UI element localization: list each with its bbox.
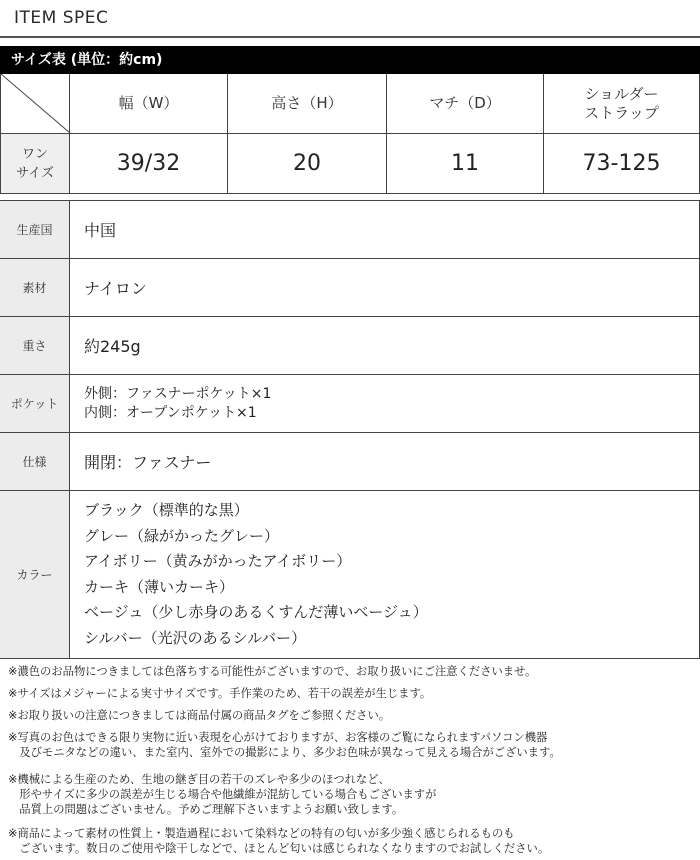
color-line: ブラック（標準的な黒） xyxy=(84,501,249,519)
note-item: ※サイズはメジャーによる実寸サイズです。手作業のため、若干の誤差が生じます。 xyxy=(8,687,432,700)
spec-label: 重さ xyxy=(0,317,70,374)
size-value-depth: 11 xyxy=(387,134,544,194)
item-spec-header xyxy=(0,0,700,37)
color-line: ベージュ（少し赤身のあるくすんだ薄いベージュ） xyxy=(84,603,428,621)
spec-value xyxy=(84,375,696,432)
spec-row-weight xyxy=(0,317,700,375)
spec-label: 素材 xyxy=(0,259,70,316)
spec-value: 約245g xyxy=(84,337,141,356)
spec-label: 仕様 xyxy=(0,433,70,490)
size-grid xyxy=(0,74,700,194)
spec-table xyxy=(0,200,700,659)
spec-row-material xyxy=(0,259,700,317)
spec-label: ポケット xyxy=(0,375,70,432)
spec-row-spec xyxy=(0,433,700,491)
spec-row-pocket xyxy=(0,375,700,433)
size-col-height: 高さ（H） xyxy=(228,74,387,134)
color-line: カーキ（薄いカーキ） xyxy=(84,577,235,596)
pocket-line: 外側：ファスナーポケット×1 xyxy=(84,385,272,402)
pocket-line: 内側：オープンポケット×1 xyxy=(84,404,257,421)
size-table xyxy=(0,46,700,181)
note-item: ※写真のお色はできる限り実物に近い表現を心がけておりますが、お客様のご覧になられますパソコン機器 及びモニタなどの違い、また室内、室外での撮影により、多少お色味が異なって見える場合がございます。 xyxy=(8,731,561,759)
spec-value: ナイロン xyxy=(84,279,147,298)
note-item: ※商品によって素材の性質上・製造過程において染料などの特有の匂いが多少強く感じられるものも ございます。数日のご使用や陰干しなどで、ほとんど匂いは感じられなくなりますのでお試しください。 xyxy=(8,827,550,855)
spec-label: カラー xyxy=(0,491,70,658)
size-col-width: 幅（W） xyxy=(70,74,228,134)
spec-row-origin xyxy=(0,201,700,259)
spec-row-color xyxy=(0,491,700,659)
note-item: ※濃色のお品物につきましては色落ちする可能性がございますので、お取り扱いにご注意くださいませ。 xyxy=(8,665,537,678)
size-corner-cell xyxy=(0,74,70,134)
size-table-title: サイズ表 (単位：約cm) xyxy=(0,46,700,74)
size-value-height: 20 xyxy=(228,134,387,194)
spec-label: 生産国 xyxy=(0,201,70,258)
color-line: グレー（緑がかったグレー） xyxy=(84,526,280,545)
diagonal-line xyxy=(1,74,71,134)
size-value-strap: 73-125 xyxy=(544,134,700,194)
color-line: アイボリー（黄みがかったアイボリー） xyxy=(84,552,352,570)
spec-value: 開閉：ファスナー xyxy=(84,453,212,472)
spec-value: 中国 xyxy=(84,221,117,240)
item-spec-title: ITEM SPEC xyxy=(14,8,109,28)
header-rule xyxy=(0,36,700,38)
spec-value xyxy=(84,491,696,658)
note-item: ※機械による生産のため、生地の継ぎ目の若干のズレや多少のほつれなど、 形やサイズに多少の誤差が生じる場合や他繊維が混紡している場合もございますが 品質上の問題はございません。予めご理解下さいますようお願い致します。 xyxy=(8,773,437,816)
size-col-depth: マチ（D） xyxy=(387,74,544,134)
note-item: ※お取り扱いの注意につきましては商品付属の商品タグをご参照ください。 xyxy=(8,709,391,722)
size-value-width: 39/32 xyxy=(70,134,228,194)
color-line: シルバー（光沢のあるシルバー） xyxy=(84,628,307,647)
size-col-strap: ショルダー ストラップ xyxy=(544,74,700,134)
size-row-label: ワン サイズ xyxy=(0,134,70,194)
